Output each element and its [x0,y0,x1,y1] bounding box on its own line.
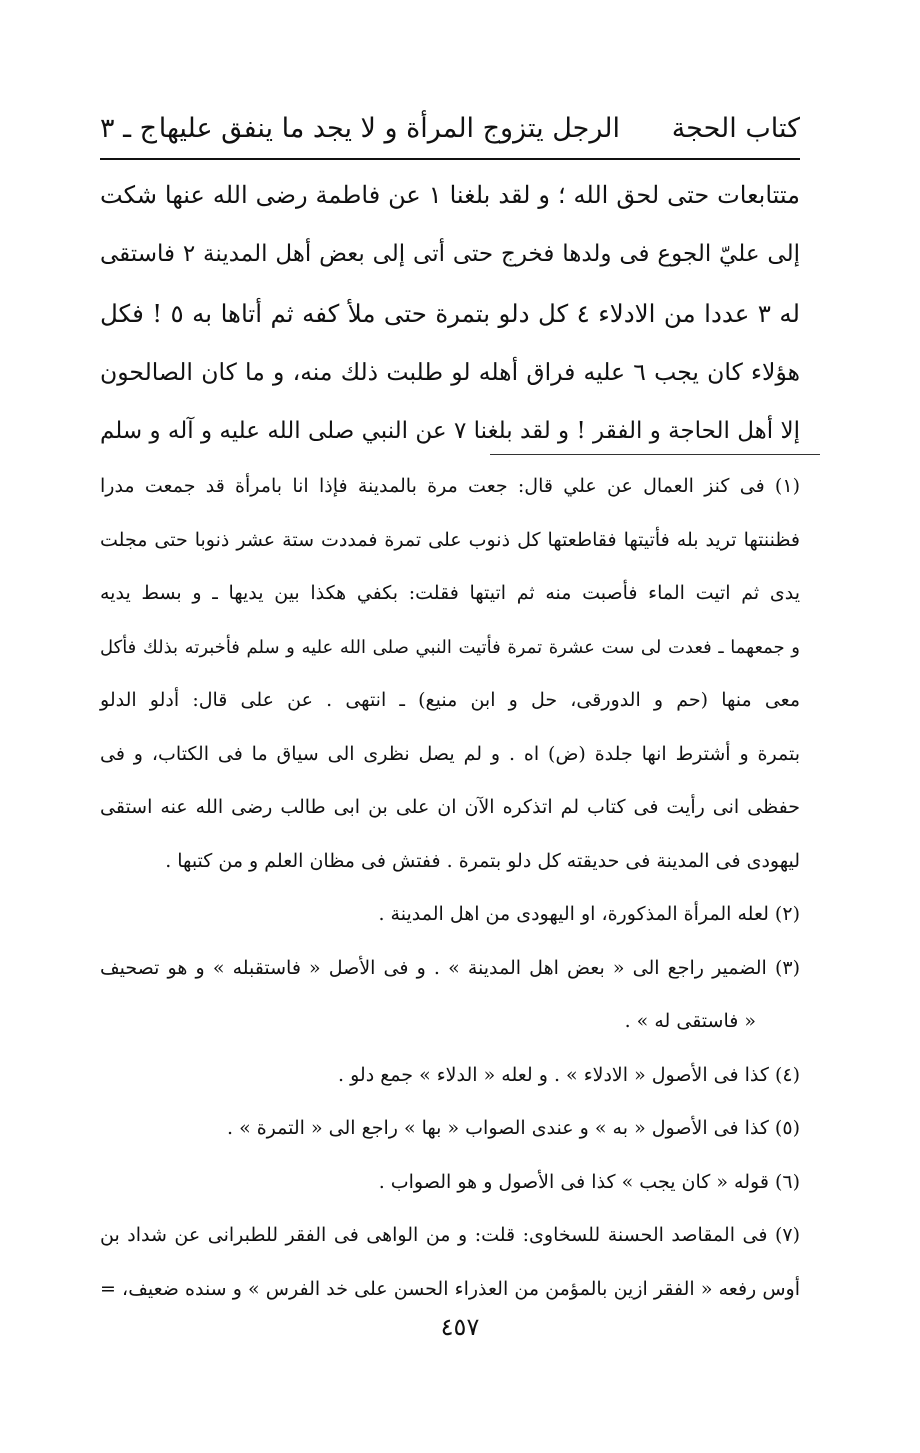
footnote-1-line: حفظى انى رأيت فى كتاب لم اتذكره الآن ان على بن ابى طالب رضى الله عنه استقى [100,796,800,818]
footnote-2: (٢) لعله المرأة المذكورة، او اليهودى من اهل المدينة . [378,903,800,925]
footnote-5: (٥) كذا فى الأصول « به » و عندى الصواب « بها » راجع الى « التمرة » . [226,1117,800,1139]
footnotes [100,460,800,1316]
footnote-4: (٤) كذا فى الأصول « الادلاء » . و لعله « الدلاء » جمع دلو . [338,1063,800,1086]
footnote-3-continuation: « فاستقى له » . [624,1010,756,1032]
footnote-1-line: و جمعهما ـ فعدت لى ست عشرة تمرة فأتيت النبي صلى الله عليه و سلم فأخبرته بذلك فأكل [100,636,800,658]
footnote-1-line: فظننتها تريد بله فأتيتها فقاطعتها كل ذنوب على تمرة فمددت ستة عشر ذنوبا حتى مجلت [100,528,800,551]
main-text-line: له ٣ عددا من الادلاء ٤ كل دلو بتمرة حتى ملأ كفه ثم أتاها به ٥ ! فكل [100,299,801,328]
main-text-line: هؤلاء كان يجب ٦ عليه فراق أهله لو طلبت ذلك منه، و ما كان الصالحون [100,358,800,386]
footnote-1-line: يدى ثم اتيت الماء فأصبت منه ثم اتيتها فقلت: بكفي هكذا بين يديها ـ و بسط يديه [100,582,800,604]
footnote-1-line: (١) فى كنز العمال عن علي قال: جعت مرة بالمدينة فإذا انا بامرأة قد جمعت مدرا [100,475,800,497]
book-title: كتاب الحجة [671,113,800,144]
page-number: ٤٥٧ [440,1313,480,1341]
footnote-7: (٧) فى المقاصد الحسنة للسخاوى: قلت: و من الواهى فى الفقر للطبرانى عن شداد بن [100,1224,800,1246]
main-text-line: متتابعات حتى لحق الله ؛ و لقد بلغنا ١ عن فاطمة رضى الله عنها شكت [100,181,800,209]
footnote-1-line: بتمرة و أشترط انها جلدة (ض) اه . و لم يصل نظرى الى سياق ما فى الكتاب، و فى [100,742,800,765]
running-header [100,104,800,154]
main-text [100,166,800,461]
chapter-title: الرجل يتزوج المرأة و لا يجد ما ينفق عليها [158,113,620,144]
header-rule [100,158,800,160]
footnote-3: (٣) الضمير راجع الى « بعض اهل المدينة » . و فى الأصل « فاستقبله » و هو تصحيف [100,956,800,979]
footnote-separator [490,454,820,455]
footnote-7-continuation: أوس رفعه « الفقر ازين بالمؤمن من العذراء الحسن على خد الفرس » و سنده ضعيف، = [100,1277,800,1300]
footnote-1-line: ليهودى فى المدينة فى حديقته كل دلو بتمرة . ففتش فى مظان العلم و من كتبها . [165,849,800,872]
main-text-line: إلا أهل الحاجة و الفقر ! و لقد بلغنا ٧ عن النبي صلى الله عليه و آله و سلم [100,418,801,444]
footnote-6: (٦) قوله « كان يجب » كذا فى الأصول و هو الصواب . [378,1170,800,1193]
main-text-line: إلى عليّ الجوع فى ولدها فخرج حتى أتى إلى بعض أهل المدينة ٢ فاستقى [100,241,800,267]
footnote-1-line: معى منها (حم و الدورقى، حل و ابن منيع) ـ انتهى . عن على قال: أدلو الدلو [100,689,800,711]
volume-number: ج ـ ٣ [100,113,158,144]
